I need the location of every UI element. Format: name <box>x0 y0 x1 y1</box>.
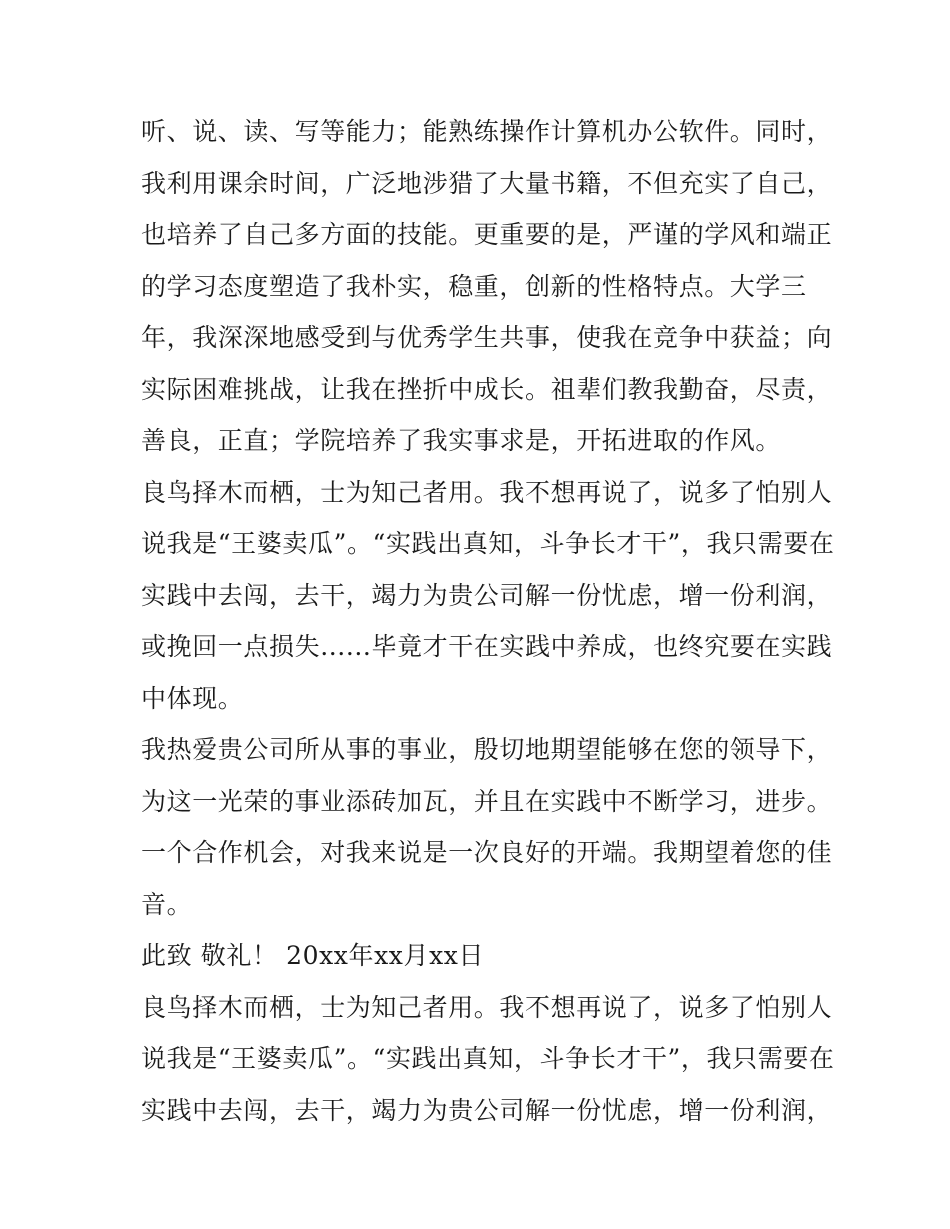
text-line: 为这一光荣的事业添砖加瓦，并且在实践中不断学习，进步。 <box>141 786 833 816</box>
text-line: 此致 敬礼！ 20xx年xx月xx日 <box>141 941 485 970</box>
text-line: 中体现。 <box>141 683 244 713</box>
text-line: 也培养了自己多方面的技能。更重要的是，严谨的学风和端正 <box>141 220 833 249</box>
text-line: 音。 <box>141 889 193 919</box>
text-line: 的学习态度塑造了我朴实，稳重，创新的性格特点。大学三 <box>141 271 807 301</box>
text-line: 良鸟择木而栖，士为知己者用。我不想再说了，说多了怕别人 <box>141 992 833 1022</box>
text-line: 年，我深深地感受到与优秀学生共事，使我在竞争中获益；向 <box>141 323 833 352</box>
text-line: 一个合作机会，对我来说是一次良好的开端。我期望着您的佳 <box>141 838 833 867</box>
text-line: 说我是“王婆卖瓜”。“实践出真知，斗争长才干”，我只需要在 <box>141 529 835 558</box>
text-line: 或挽回一点损失......毕竟才干在实践中养成，也终究要在实践 <box>141 632 833 661</box>
text-line: 听、说、读、写等能力；能熟练操作计算机办公软件。同时， <box>141 117 833 146</box>
text-line: 善良，正直；学院培养了我实事求是，开拓进取的作风。 <box>141 426 782 455</box>
text-line: 实践中去闯，去干，竭力为贵公司解一份忧虑，增一份利润， <box>141 1095 833 1125</box>
text-line: 实践中去闯，去干，竭力为贵公司解一份忧虑，增一份利润， <box>141 580 833 610</box>
text-line: 说我是“王婆卖瓜”。“实践出真知，斗争长才干”，我只需要在 <box>141 1044 835 1073</box>
text-line: 我利用课余时间，广泛地涉猎了大量书籍，不但充实了自己， <box>141 168 833 198</box>
text-line: 实际困难挑战，让我在挫折中成长。祖辈们教我勤奋，尽责， <box>141 374 833 404</box>
document-body <box>141 106 835 1136</box>
text-line: 我热爱贵公司所从事的事业，殷切地期望能够在您的领导下， <box>141 735 833 764</box>
text-line: 良鸟择木而栖，士为知己者用。我不想再说了，说多了怕别人 <box>141 477 833 507</box>
